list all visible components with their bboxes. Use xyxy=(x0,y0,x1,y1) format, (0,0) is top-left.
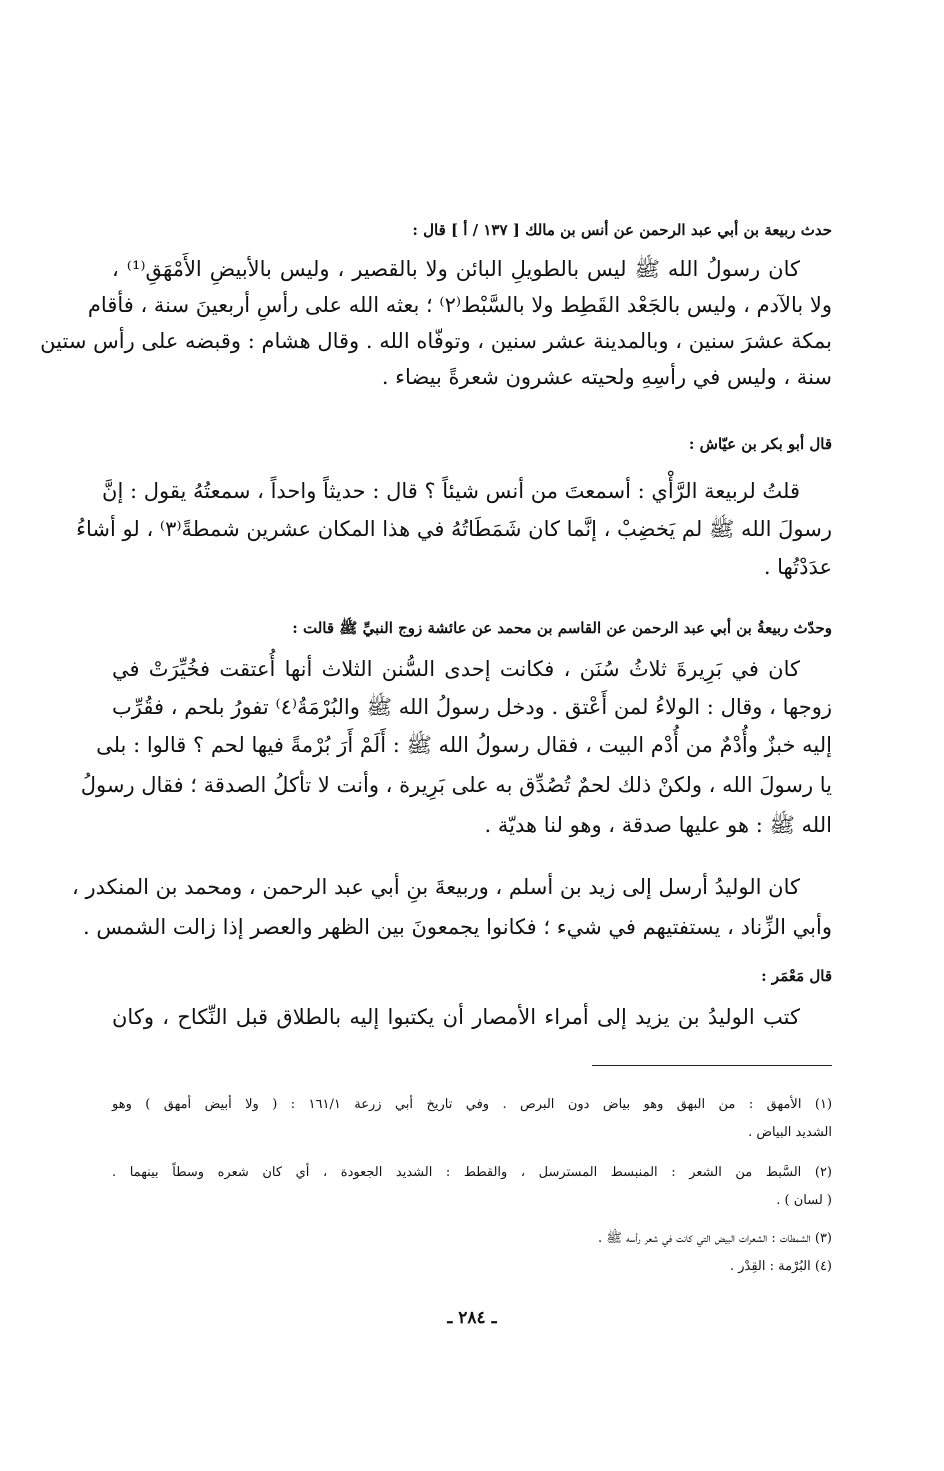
section-heading: وحدّث ربيعةُ بن أبي عبد الرحمن عن القاسم بن محمد عن عائشة زوج النبيِّ ﷺ قالت : xyxy=(292,619,832,637)
body-line: كان رسولُ الله ﷺ ليس بالطويلِ البائن ولا بالقصير ، وليس بالأبيضِ الأَمْهَقِ⁽¹⁾ ، xyxy=(112,257,800,281)
footnote-4: (٤) البُرْمة : القِدْر . xyxy=(729,1259,832,1274)
body-line: الله ﷺ : هو عليها صدقة ، وهو لنا هديّة . xyxy=(484,813,832,837)
body-line: إليه خبزٌ وأُدْمٌ من أُدْم البيت ، فقال رسولُ الله ﷺ : أَلَمْ أَرَ بُرْمةً فيها لحم ؟ قالوا : بلى xyxy=(96,733,832,757)
body-line: كان الوليدُ أرسل إلى زيد بن أسلم ، وربيعةَ بنِ أبي عبد الرحمن ، ومحمد بن المنكدر ، xyxy=(72,875,800,899)
body-line: كتب الوليدُ بن يزيد إلى أمراء الأمصار أن يكتبوا إليه بالطلاق قبل النِّكاح ، وكان xyxy=(112,1005,800,1029)
body-line: ولا بالآدم ، وليس بالجَعْد القَطِط ولا بالسَّبْط⁽٢⁾ ؛ بعثه الله على رأسِ أربعينَ سنة ، فأقام xyxy=(87,293,832,317)
section-heading: حدث ربيعة بن أبي عبد الرحمن عن أنس بن مالك [ ١٣٧ / أ ] قال : xyxy=(412,221,832,239)
body-line: سنة ، وليس في رأسِهِ ولحيته عشرون شعرةً بيضاء . xyxy=(381,365,832,389)
body-line: زوجها ، وقال : الولاءُ لمن أَعْتق . ودخل رسولُ الله ﷺ والبُرْمَةُ⁽٤⁾ تفورُ بلحم ، فقُرِّب xyxy=(112,695,832,719)
footnote-separator xyxy=(592,1065,832,1066)
footnote-1-line: (١) الأمهق : من البهق وهو بياض دون البرص . وفي تاريخ أبي زرعة ١٦١/١ : ( ولا أبيض أمهق ) وهو xyxy=(112,1097,833,1112)
body-line: قلتُ لربيعة الرَّأْي : أسمعتَ من أنس شيئاً ؟ قال : حديثاً واحداً ، سمعتُهُ يقول : إنَّ xyxy=(102,479,800,503)
section-heading: قال مَعْمَر : xyxy=(761,967,832,985)
body-line: بمكة عشرَ سنين ، وبالمدينة عشر سنين ، وتوفّاه الله . وقال هشام : وقبضه على رأس ستين xyxy=(40,329,832,353)
body-line: وأبي الزِّناد ، يستفتيهم في شيء ؛ فكانوا يجمعونَ بين الظهر والعصر إذا زالت الشمس . xyxy=(83,915,832,939)
footnote-1-line: الشديد البياض . xyxy=(748,1125,832,1140)
page-number: ـ ٢٨٤ ـ xyxy=(447,1308,497,1328)
body-line: كان في بَرِيرةَ ثلاثُ سُنَن ، فكانت إحدى السُّنن الثلاث أنها أُعتقت فخُيِّرَتْ في xyxy=(112,657,800,681)
body-line: عدَدْتُها . xyxy=(763,555,832,579)
section-heading: قال أبو بكر بن عيّاش : xyxy=(688,435,832,453)
footnote-2-line: ( لسان ) . xyxy=(776,1193,832,1208)
footnote-2-line: (٢) السَّبط من الشعر : المنبسط المسترسل ، والقطط : الشديد الجعودة ، أي كان شعره وسطاً بينهما . xyxy=(112,1165,832,1180)
footnote-3: (٣) الشمطات : الشعرات البيض التي كانت في شعر رأسه ﷺ . xyxy=(597,1231,832,1246)
body-line: رسولَ الله ﷺ لم يَخضِبْ ، إنَّما كان شَمَطَاتُهُ في هذا المكان عشرين شمطةً⁽٣⁾ ، لو أشاءُ xyxy=(76,517,832,541)
body-line: يا رسولَ الله ، ولكنْ ذلك لحمٌ تُصُدِّق به على بَرِيرة ، وأنت لا تأكلُ الصدقة ؛ فقال رسولُ xyxy=(80,773,832,797)
